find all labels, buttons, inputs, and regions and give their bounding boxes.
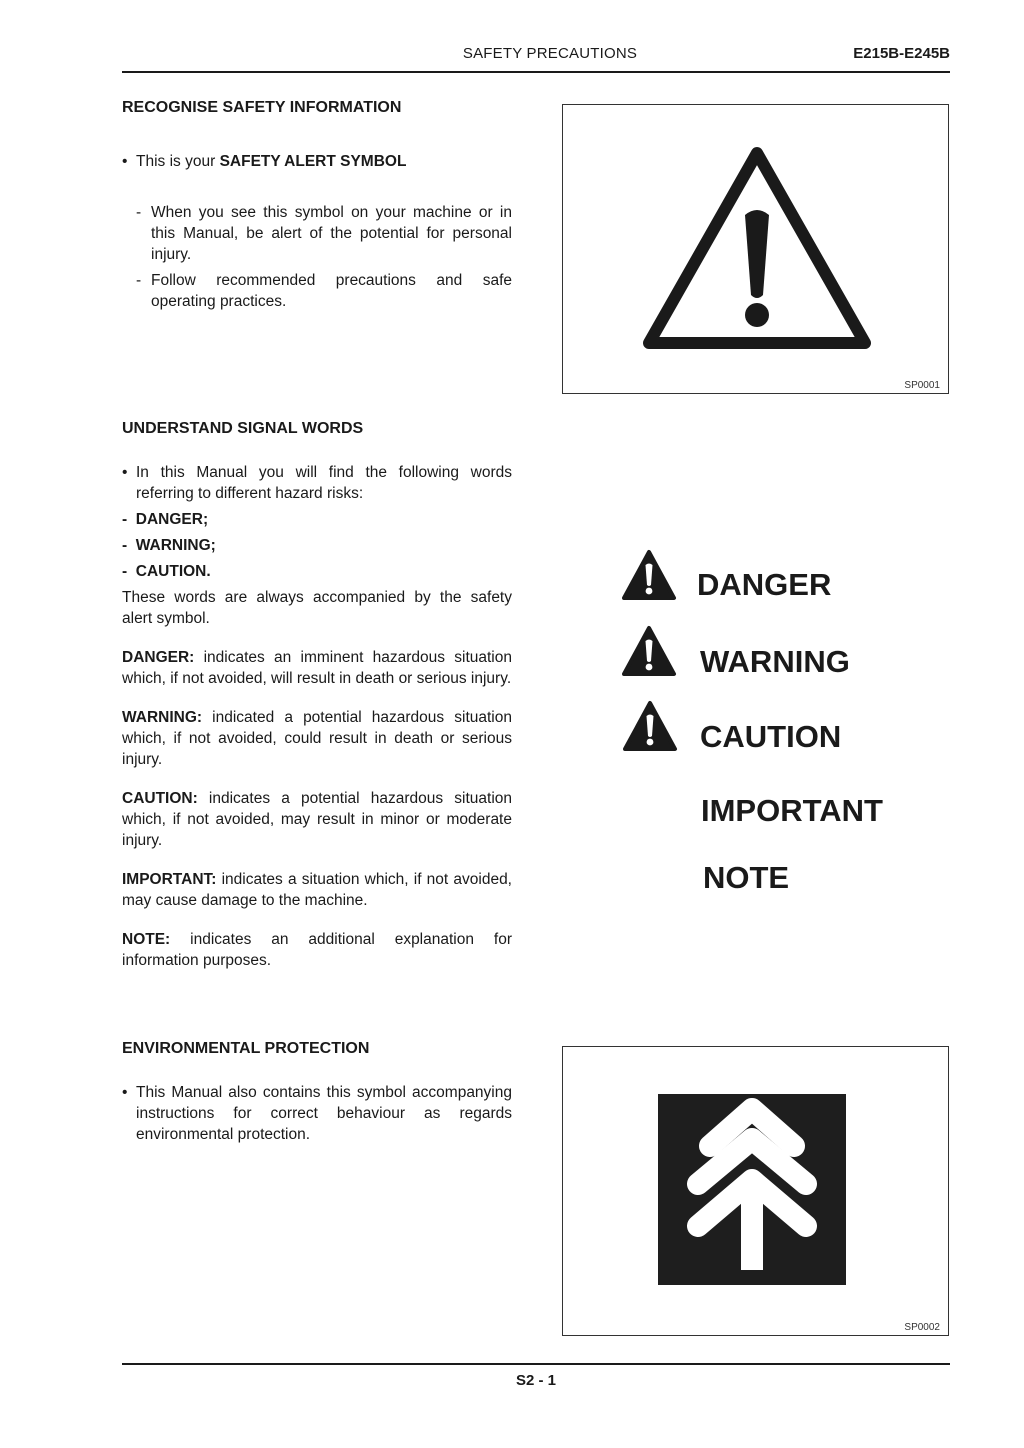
recognise-bullet [122,151,512,172]
page-number: S2 - 1 [515,1372,557,1389]
dash-item: - When you see this symbol on your machine or in this Manual, be alert of the potential for personal injury. [122,202,512,265]
dash-item: - Follow recommended precautions and safe operating practices. [122,270,512,312]
definition-important: IMPORTANT: indicates a situation which, if not avoided, may cause damage to the machine. [122,871,512,909]
signal-word-warning: - WARNING; [122,537,216,554]
header-section-title: SAFETY PRECAUTIONS [462,45,638,62]
signal-heading: UNDERSTAND SIGNAL WORDS [122,420,364,437]
recognise-heading: RECOGNISE SAFETY INFORMATION [122,99,402,116]
environment-figure [562,1046,949,1336]
signal-text [122,462,512,971]
label-important: IMPORTANT [701,793,883,828]
figure-code: SP0002 [904,1322,940,1333]
environment-text: • This Manual also contains this symbol accompanying instructions for correct behaviour as regards environmental protection. [122,1082,512,1145]
definition-note: NOTE: indicates an additional explanation for information purposes. [122,931,512,969]
warning-alert-icon [621,625,677,677]
safety-alert-figure [562,104,949,394]
caution-alert-icon [622,700,678,752]
header-model: E215B-E245B [853,45,950,62]
header-rule [122,71,950,73]
figure-code: SP0001 [904,380,940,391]
environment-heading: ENVIRONMENTAL PROTECTION [122,1040,370,1057]
environmental-protection-icon [658,1094,846,1285]
label-danger: DANGER [697,567,832,602]
environment-text-block [122,1082,512,1145]
signal-intro: • In this Manual you will find the following words referring to different hazard risks: [122,462,512,504]
definition-caution: CAUTION: indicates a potential hazardous situation which, if not avoided, may result in minor or moderate injury. [122,790,512,849]
signal-word-caution: - CAUTION. [122,563,211,580]
recognise-dash-list [122,202,512,312]
label-warning: WARNING [700,644,850,679]
signal-word-danger: - DANGER; [122,511,209,528]
signal-accompanied: These words are always accompanied by the safety alert symbol. [122,589,512,627]
label-caution: CAUTION [700,719,842,754]
safety-alert-symbol-icon [639,143,875,353]
definition-warning: WARNING: indicated a potential hazardous situation which, if not avoided, could result in death or serious injury. [122,709,512,768]
footer-rule [122,1363,950,1365]
safety-alert-bullet: • This is your SAFETY ALERT SYMBOL [122,151,512,172]
label-note: NOTE [703,860,790,895]
definition-danger: DANGER: indicates an imminent hazardous situation which, if not avoided, will result in death or serious injury. [122,649,512,687]
danger-alert-icon [621,549,677,601]
